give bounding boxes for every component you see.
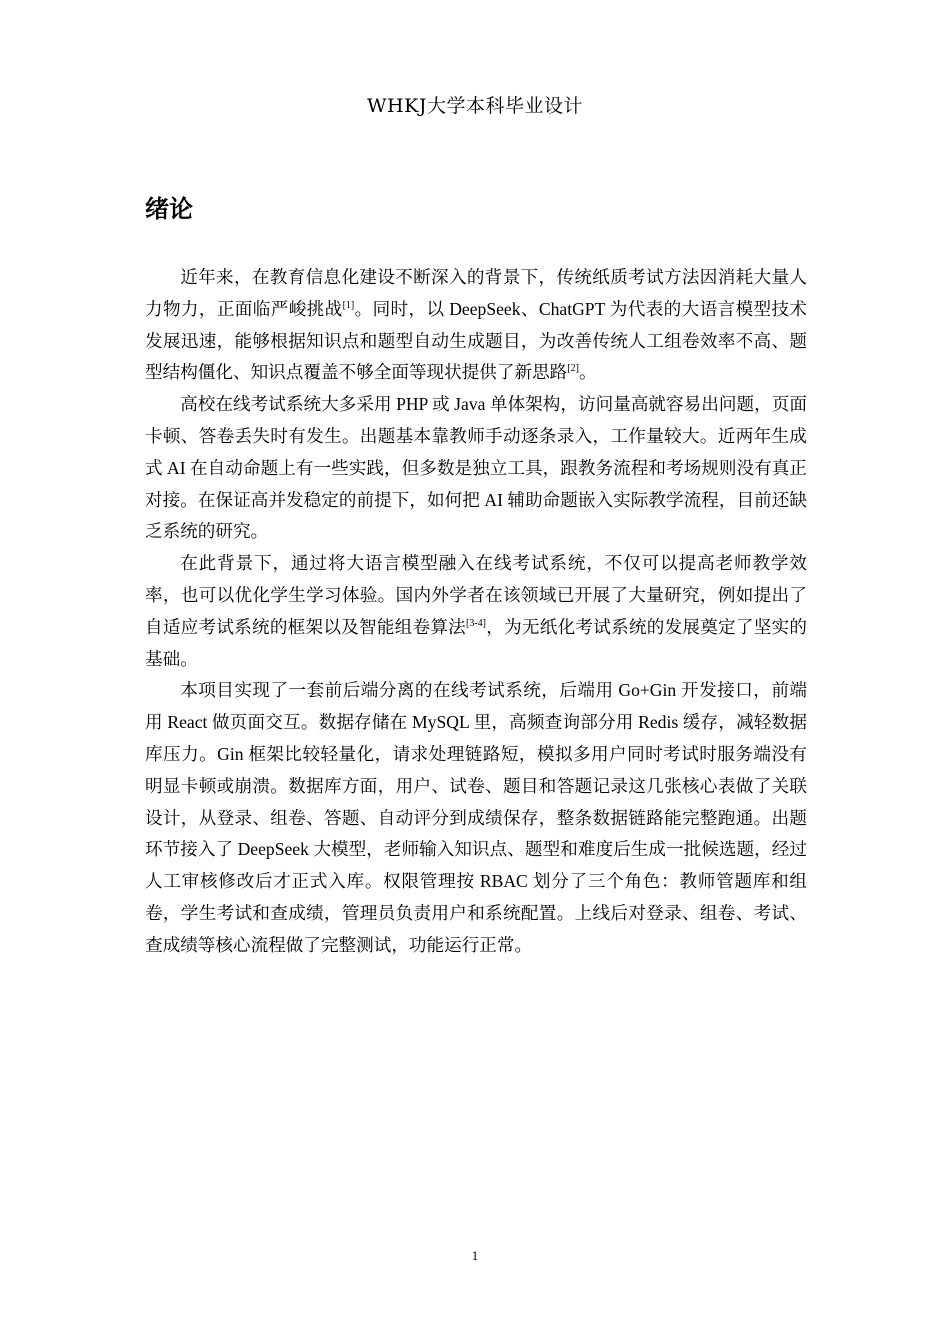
citation-ref: [2] xyxy=(567,363,579,375)
body-text xyxy=(145,262,807,962)
section-title: 绪论 xyxy=(145,195,193,223)
paragraph-text: 近年来，在教育信息化建设不断深入的背景下，传统纸质考试方法因消耗大量人力物力，正面临严峻挑战 xyxy=(145,267,807,319)
paragraph-text: 在此背景下，通过将大语言模型融入在线考试系统，不仅可以提高老师教学效率，也可以优化学生学习体验。国内外学者在该领域已开展了大量研究，例如提出了自适应考试系统的框架以及智能组卷算法 xyxy=(145,553,807,637)
citation-ref: [3-4] xyxy=(466,617,486,629)
paragraph-1 xyxy=(145,262,807,389)
paragraph-3 xyxy=(145,548,807,675)
page-number: 1 xyxy=(471,1248,479,1263)
paragraph-text: 。同时，以 DeepSeek、ChatGPT 为代表的大语言模型技术发展迅速，能够根据知识点和题型自动生成题目，为改善传统人工组卷效率不高、题型结构僵化、知识点覆盖不够全面等现状提供了新思路 xyxy=(145,298,807,383)
paragraph-text: ，为无纸化考试系统的发展奠定了坚实的基础。 xyxy=(145,616,807,669)
paragraph-4 xyxy=(145,675,807,961)
citation-ref: [1] xyxy=(342,299,355,311)
paragraph-text: 本项目实现了一套前后端分离的在线考试系统，后端用 Go+Gin 开发接口，前端用 React 做页面交互。数据存储在 MySQL 里，高频查询部分用 Redis 缓存，减轻数据库压力。Gin 框架比较轻量化，请求处理链路短，模拟多用户同时考试时服务端没有明显卡顿或崩溃。数据库方面，用户、试卷、题目和答题记录这几张核心表做了关联设计，从登录、组卷、答题、自动评分到成绩保存，整条数据链路能完整跑通。出题环节接入了 DeepSeek 大模型，老师输入知识点、题型和难度后生成一批候选题，经过人工审核修改后才正式入库。权限管理按 RBAC 划分了三个角色：教师管题库和组卷，学生考试和查成绩，管理员负责用户和系统配置。上线后对登录、组卷、考试、查成绩等核心流程做了完整测试，功能运行正常。 xyxy=(145,680,807,955)
page-header: WHKJ大学本科毕业设计 xyxy=(367,95,583,117)
header-divider xyxy=(145,126,807,127)
paragraph-text: 。 xyxy=(578,362,597,383)
paragraph-2 xyxy=(145,389,807,548)
paragraph-text: 高校在线考试系统大多采用 PHP 或 Java 单体架构，访问量高就容易出问题，页面卡顿、答卷丢失时有发生。出题基本靠教师手动逐条录入，工作量较大。近两年生成式 AI 在自动命题上有一些实践，但多数是独立工具，跟教务流程和考场规则没有真正对接。在保证高并发稳定的前提下，如何把 AI 辅助命题嵌入实际教学流程，目前还缺乏系统的研究。 xyxy=(145,394,807,542)
